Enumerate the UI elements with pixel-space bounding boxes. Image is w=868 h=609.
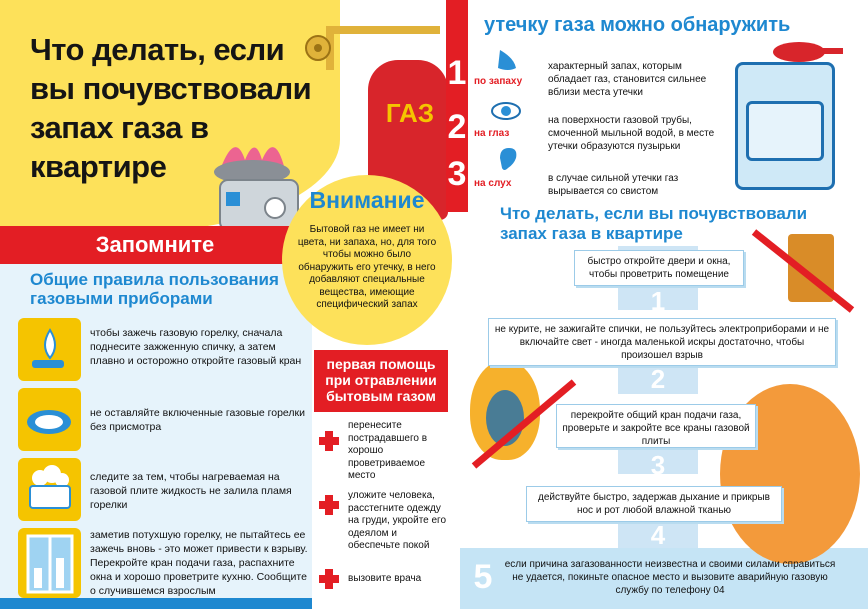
rules-subtitle: Общие правила пользования газовыми приборами [30,270,279,308]
first-aid-item-1: перенесите пострадавшего в хорошо проветриваемое место [348,420,428,481]
frying-pan-illustration [765,22,845,68]
detect-text-1: характерный запах, которым обладает газ, становится сильнее вблизи места утечки [548,61,707,98]
action-step-number-5: 5 [473,558,493,596]
action-step-text-3: перекройте общий кран подачи газа, проверьте и закройте все краны газовой плиты [562,410,750,447]
page-title: Что делать, если вы почувствовали запах газа в квартире [30,32,312,184]
rule-text-4: заметив потухшую горелку, не пытайтесь ее зажечь вновь - это может привести к взрыву. Перекройте кран подачи газа, распахните окна и хорошо проветрите кухню. Сообщите о случившемся взрослым [90,529,308,597]
ear-icon [494,146,520,174]
detect-label-1: по запаху [474,76,523,87]
first-aid-title: первая помощь при отравлении бытовым газом [325,356,437,404]
detect-text-2: на поверхности газовой трубы, смоченной мыльной водой, в месте утечки образуются пузырьки [548,115,715,152]
open-window-icon [18,528,81,598]
burner-flame-icon [18,388,81,451]
detect-number-2: 2 [447,108,467,146]
first-aid-item-2: уложите человека, расстегните одежду на груди, укройте его одеялом и обеспечьте покой [348,490,447,551]
nose-icon [492,48,522,74]
action-step-text-1: быстро откройте двери и окна, чтобы проветрить помещение [587,256,731,280]
attention-text: Бытовой газ не имеет ни цвета, ни запаха, но, для того чтобы можно было обнаружить его утечку, в него добавляют специальные вещества, имеющие специфический запах [297,224,437,310]
prohibition-cross-icon [748,226,858,316]
action-step-text-4: действуйте быстро, задержав дыхание и прикрыв нос и рот любой влажной тканью [538,492,770,516]
action-step-number-2: 2 [650,364,666,394]
first-aid-item-3: вызовите врача [348,573,422,584]
rule-text-3: следите за тем, чтобы нагреваемая на газовой плите жидкость не залила пламя горелки [90,471,292,511]
action-step-number-4: 4 [650,520,666,550]
red-cross-icon [318,430,340,452]
action-step-number-1: 1 [650,286,666,316]
red-cross-icon [318,568,340,590]
detect-title: утечку газа можно обнаружить [484,14,791,36]
actions-title: Что делать, если вы почувствовали запах газа в квартире [500,204,808,243]
lighter-icon [18,318,81,381]
cylinder-label: ГАЗ [385,98,435,128]
action-step-number-3: 3 [650,450,666,480]
action-step-text-2: не курите, не зажигайте спички, не пользуйтесь электроприборами и не включайте свет - иногда маленькой искры достаточно, чтобы произошел взрыв [494,324,830,361]
rule-text-2: не оставляйте включенные газовые горелки без присмотра [90,407,306,433]
eye-icon [490,100,522,122]
action-step-text-5: если причина загазованности неизвестна и своими силами справиться не удается, покиньте опасное место и вызовите аварийную газовую службу по телефону 04 [504,559,836,596]
boiling-pot-icon [18,458,81,521]
remember-header: Запомните [95,232,215,257]
red-cross-icon [318,494,340,516]
detect-number-1: 1 [447,54,467,92]
rule-text-1: чтобы зажечь газовую горелку, сначала поднесите зажженную спичку, а затем плавно и осторожно откройте газовый кран [90,327,302,367]
attention-title: Внимание [309,187,425,213]
bottom-stripe [0,598,312,609]
gas-stove-illustration [735,62,835,190]
detect-number-3: 3 [447,155,467,193]
detect-label-2: на глаз [474,128,510,139]
detect-label-3: на слух [474,178,512,189]
detect-text-3: в случае сильной утечки газ вырывается со свистом [548,173,679,197]
